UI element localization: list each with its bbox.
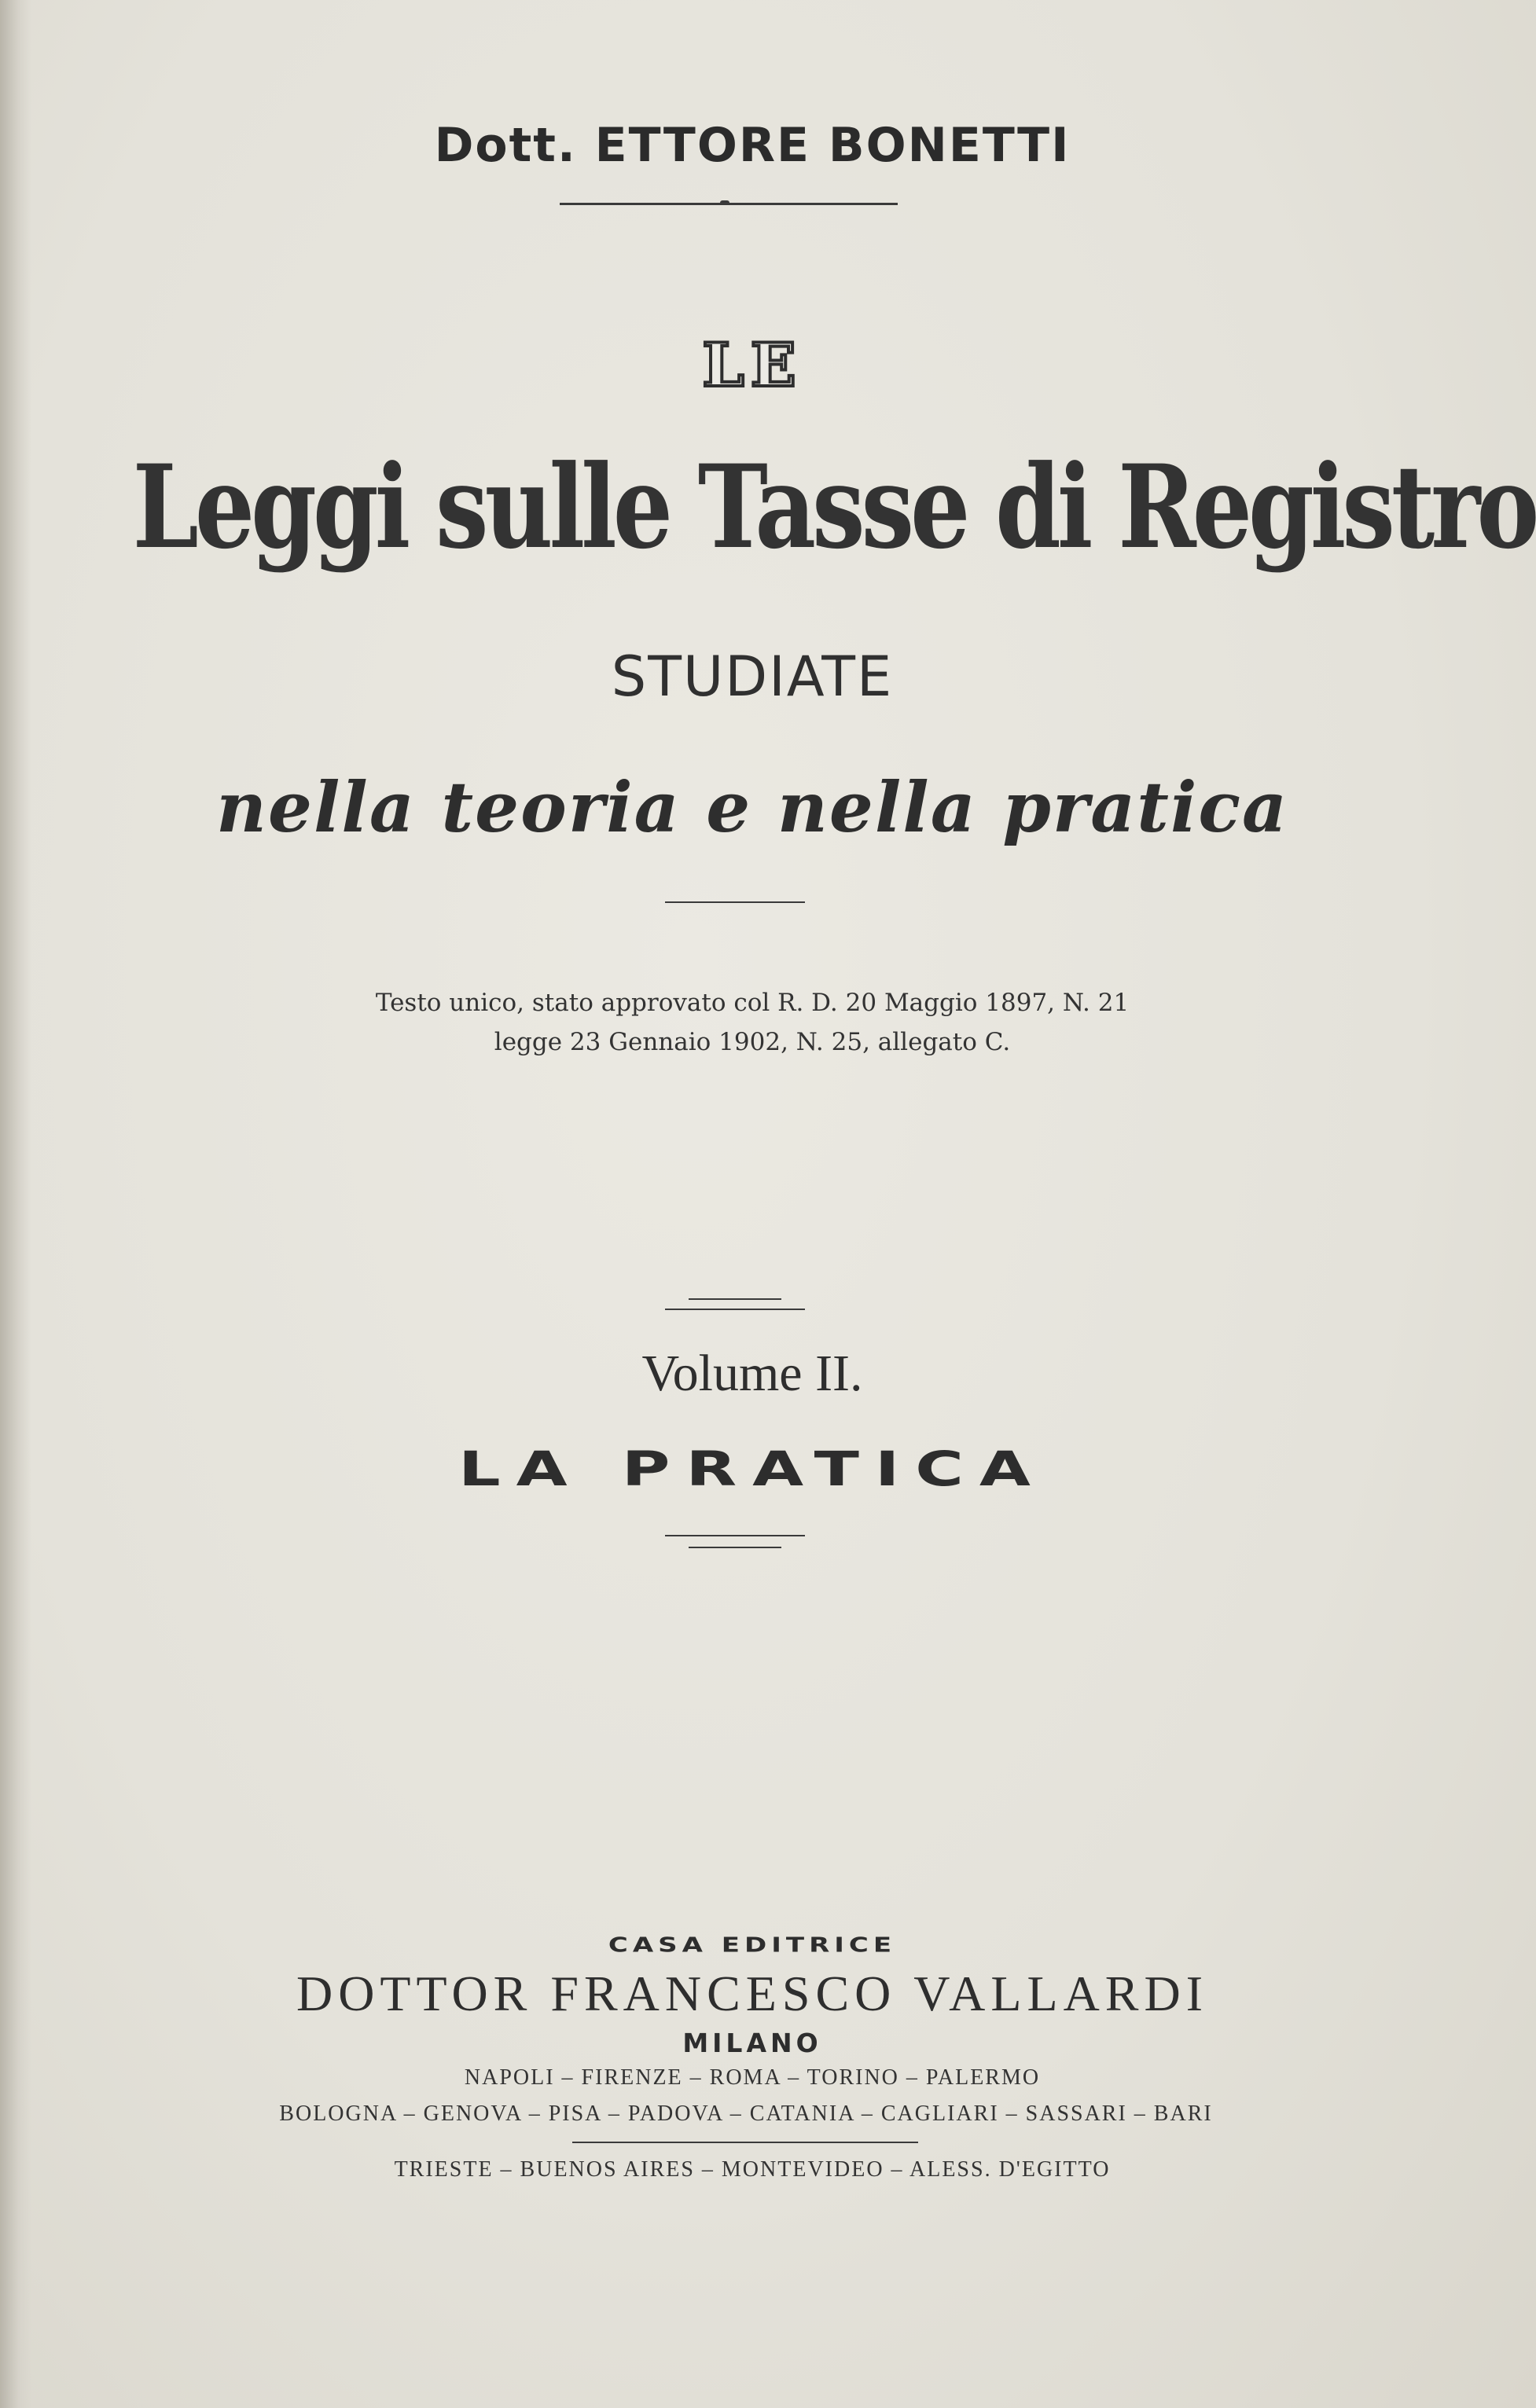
- section-divider-1: [665, 1535, 805, 1536]
- publisher-name: DOTTOR FRANCESCO VALLARDI: [296, 1966, 1209, 2021]
- subtitle-divider: [665, 901, 805, 903]
- book-subtitle: nella teoria e nella pratica: [216, 766, 1288, 848]
- title-studiate: STUDIATE: [611, 644, 894, 709]
- book-title: Leggi sulle Tasse di Registro: [132, 440, 1536, 574]
- publisher-label: CASA EDITRICE: [608, 1933, 897, 1957]
- volume-number: Volume II.: [641, 1345, 863, 1402]
- publisher-city: MILANO: [682, 2028, 822, 2058]
- title-article: LE: [702, 330, 803, 400]
- publisher-branches-line-1: NAPOLI – FIRENZE – ROMA – TORINO – PALERMO: [464, 2065, 1041, 2090]
- publisher-branches-line-2: BOLOGNA – GENOVA – PISA – PADOVA – CATANIA – CAGLIARI – SASSARI – BARI: [279, 2101, 1213, 2126]
- legal-note-line-1: Testo unico, stato approvato col R. D. 20 Maggio 1897, N. 21: [375, 989, 1130, 1017]
- section-divider-2: [689, 1547, 781, 1548]
- volume-section-title: LA PRATICA: [458, 1441, 1046, 1497]
- branches-divider: [572, 2142, 918, 2143]
- volume-divider-top-1: [689, 1298, 781, 1300]
- legal-note-line-2: legge 23 Gennaio 1902, N. 25, allegato C.: [494, 1028, 1011, 1056]
- author-rule-ornament: [720, 200, 729, 205]
- volume-divider-top-2: [665, 1309, 805, 1310]
- publisher-branches-line-3: TRIESTE – BUENOS AIRES – MONTEVIDEO – ALESS. D'EGITTO: [394, 2157, 1111, 2182]
- author-name: Dott. ETTORE BONETTI: [434, 118, 1071, 173]
